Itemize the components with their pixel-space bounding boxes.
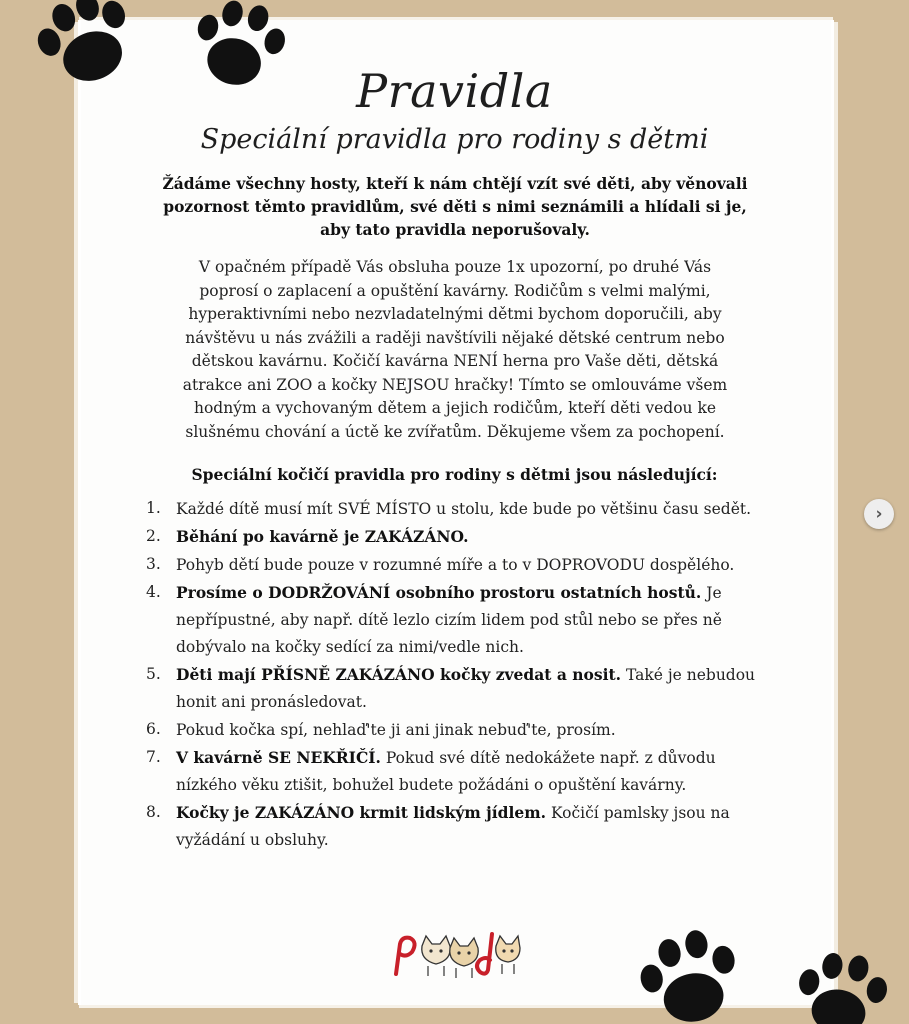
list-item xyxy=(140,716,780,744)
list-item xyxy=(140,495,780,523)
body-line: atrakce ani ZOO a kočky NEJSOU hračky! Tímto se omlouváme všem xyxy=(182,375,728,394)
next-slide-button[interactable] xyxy=(864,499,894,529)
list-item xyxy=(140,661,780,716)
rule-number: 5. xyxy=(146,665,161,683)
rule-number: 1. xyxy=(146,499,161,517)
body-line: návštěvu u nás zvážili a raději navštívili nějaké dětské centrum nebo xyxy=(185,328,725,347)
rule-bold-text: Děti mají PŘÍSNĚ ZAKÁZÁNO kočky zvedat a nosit. xyxy=(176,665,622,684)
list-item xyxy=(140,744,780,799)
rule-text: Pokud kočka spí, nehlaď'te ji ani jinak nebuď'te, prosím. xyxy=(176,721,616,739)
cat-cafe-logo xyxy=(388,924,522,980)
body-line: poprosí o zaplacení a opuštění kavárny. Rodičům s velmi malými, xyxy=(199,281,711,300)
rule-text: Pokud své dítě nedokážete např. z důvodu nízkého věku ztišit, bohužel budete požádáni o opuštění kavárny. xyxy=(176,749,716,794)
rule-text: Také je nebudou honit ani pronásledovat. xyxy=(176,666,756,711)
list-item xyxy=(140,799,780,854)
body-line: V opačném případě Vás obsluha pouze 1x upozorní, po druhé Vás xyxy=(198,258,712,276)
paw-print-icon xyxy=(792,952,892,1024)
rule-number: 8. xyxy=(146,803,161,821)
intro-paragraph xyxy=(140,172,770,241)
intro-line: pozornost těmto pravidlům, své děti s nimi seznámili a hlídali si je, xyxy=(163,197,747,216)
rule-bold-text: Běhání po kavárně je ZAKÁZÁNO. xyxy=(176,527,469,546)
page-title: Pravidla xyxy=(356,64,553,118)
rule-number: 2. xyxy=(146,527,161,545)
body-line: hodným a vychovaným dětem a jejich rodičům, kteří děti vedou ke xyxy=(193,399,717,417)
body-line: dětskou kavárnu. Kočičí kavárna NENÍ herna pro Vaše děti, dětská xyxy=(191,352,719,370)
list-item xyxy=(140,551,780,579)
rule-number: 7. xyxy=(146,748,161,766)
body-line: hyperaktivními nebo nezvladatelnými dětmi bychom doporučili, aby xyxy=(188,305,722,323)
body-line: slušnému chování a úctě ke zvířatům. Děkujeme všem za pochopení. xyxy=(185,422,725,441)
rules-heading: Speciální kočičí pravidla pro rodiny s dětmi jsou následující: xyxy=(191,465,718,484)
rule-text: Pohyb dětí bude pouze v rozumné míře a to v DOPROVODU dospělého. xyxy=(176,556,735,574)
rule-bold-text: Kočky je ZAKÁZÁNO krmit lidským jídlem. xyxy=(176,803,547,822)
rule-text: Každé dítě musí mít SVÉ MÍSTO u stolu, kde bude po většinu času sedět. xyxy=(176,500,752,518)
rules-list xyxy=(140,495,780,854)
rule-text: Je nepřípustné, aby např. dítě lezlo cizím lidem pod stůl nebo se přes ně dobývalo na kočky sedící za nimi/vedle nich. xyxy=(176,584,722,656)
list-item xyxy=(140,523,780,551)
chevron-right-icon: › xyxy=(875,504,883,524)
rule-number: 4. xyxy=(146,583,161,601)
rule-number: 3. xyxy=(146,555,161,573)
intro-line: aby tato pravidla neporušovaly. xyxy=(320,220,590,239)
list-item xyxy=(140,579,780,661)
intro-line: Žádáme všechny hosty, kteří k nám chtějí vzít své děti, aby věnovali xyxy=(162,174,748,193)
rule-number: 6. xyxy=(146,720,161,738)
rule-text: Kočičí pamlsky jsou na vyžádání u obsluhy. xyxy=(176,804,730,849)
rule-bold-text: V kavárně SE NEKŘIČÍ. xyxy=(176,748,381,767)
page-subtitle: Speciální pravidla pro rodiny s dětmi xyxy=(200,124,709,155)
rule-bold-text: Prosíme o DODRŽOVÁNÍ osobního prostoru ostatních hostů. xyxy=(176,583,702,602)
body-paragraph xyxy=(150,256,760,444)
paw-print-icon xyxy=(634,930,744,1024)
